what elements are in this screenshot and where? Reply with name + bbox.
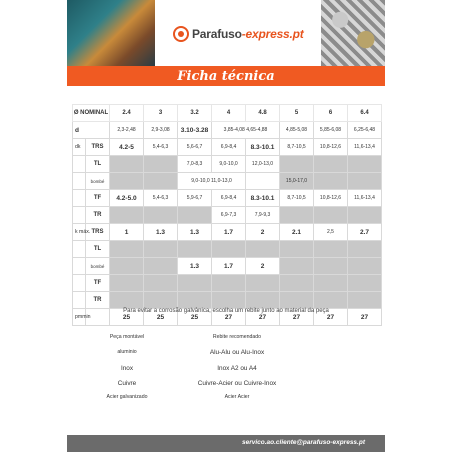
value-cell [110,241,144,258]
value-cell [246,275,280,292]
row-label [73,241,86,258]
value-cell: 5,4-6,3 [144,139,178,156]
spec-row [73,173,382,190]
spec-row [73,275,382,292]
value-cell: 5,4-6,3 [144,190,178,207]
spec-row [73,224,382,241]
value-cell: 27 [280,309,314,326]
row-label [73,207,86,224]
spec-row [73,139,382,156]
row-sublabel: TL [86,156,110,173]
value-cell [280,292,314,309]
value-cell [212,292,246,309]
header-cell: 6 [314,105,348,122]
value-cell: 7,9-9,3 [246,207,280,224]
material-rivet: Alu-Alu ou Alu-Inox [209,349,265,356]
value-cell: 2,3-2,48 [110,122,144,139]
value-cell: 5,6-6,7 [178,139,212,156]
value-cell [348,156,382,173]
material-part: Acier galvanizado [106,394,148,400]
header-cell: 5 [280,105,314,122]
spec-row [73,190,382,207]
value-cell [280,241,314,258]
value-cell: 10,8-12,6 [314,190,348,207]
row-sublabel: TR [86,292,110,309]
value-cell: 1.7 [212,258,246,275]
material-rivet: Acier Acier [224,394,250,400]
value-cell [314,258,348,275]
value-cell: 3,85-4,08 4,65-4,88 [212,122,280,139]
header-cell: 3 [144,105,178,122]
material-part: Inox [120,365,134,372]
row-label [73,173,86,190]
col-rivet-title: Rebite recomendado [212,334,262,340]
row-sublabel: bombé [86,173,110,190]
value-cell [280,207,314,224]
spec-row [73,241,382,258]
value-cell: 1.3 [178,224,212,241]
row-sublabel: TRS [86,224,110,241]
value-cell [314,241,348,258]
value-cell [144,241,178,258]
material-rivet: Inox A2 ou A4 [217,365,257,372]
value-cell: 27 [348,309,382,326]
row-label: dk [73,139,86,156]
value-cell [348,207,382,224]
value-cell [212,241,246,258]
value-cell: 5,9-6,7 [178,190,212,207]
value-cell [212,275,246,292]
value-cell [348,275,382,292]
header-photo-screws [321,0,385,66]
logo-text: Parafuso-express.pt [192,27,304,41]
value-cell [144,207,178,224]
value-cell [314,173,348,190]
spec-row [73,258,382,275]
col-part-title: Peça montável [109,334,145,340]
value-cell: 25 [144,309,178,326]
value-cell: 8,7-10,5 [280,190,314,207]
header-cell: 4 [212,105,246,122]
value-cell: 2,5 [314,224,348,241]
header-cell: 6.4 [348,105,382,122]
row-sublabel: TF [86,275,110,292]
spec-row [73,156,382,173]
value-cell [178,207,212,224]
value-cell: 9,0-10,0 11,0-13,0 [178,173,246,190]
header-cell: 4.8 [246,105,280,122]
datasheet-page [67,0,385,452]
value-cell: 4,85-5,08 [280,122,314,139]
row-label [73,275,86,292]
value-cell [144,275,178,292]
value-cell [246,241,280,258]
value-cell [280,258,314,275]
value-cell: 2 [246,224,280,241]
spec-header-row [73,105,382,122]
value-cell: 2 [246,258,280,275]
value-cell: 9,0-10,0 [212,156,246,173]
row-label [73,292,86,309]
row-label [73,190,86,207]
spec-row [73,207,382,224]
row-label [73,156,86,173]
material-part: Cuivre [117,380,137,387]
spec-row [73,292,382,309]
value-cell [314,156,348,173]
value-cell [246,292,280,309]
row-label: d [73,122,110,139]
value-cell: 6,9-8,4 [212,139,246,156]
value-cell: 1.3 [144,224,178,241]
title-banner [67,66,385,86]
value-cell [178,275,212,292]
value-cell: 7,0-8,3 [178,156,212,173]
row-label: k máx. [73,224,86,241]
corrosion-note: Para evitar a corrosão galvânica, escolha um rebite junto ao material da peça [123,308,329,314]
brand-logo[interactable] [173,26,304,42]
value-cell: 25 [178,309,212,326]
value-cell: 6,9-8,4 [212,190,246,207]
value-cell [348,241,382,258]
value-cell [144,258,178,275]
material-part: aluminio [117,349,137,355]
value-cell: 2.1 [280,224,314,241]
value-cell: 5,85-6,08 [314,122,348,139]
value-cell: 6,9-7,3 [212,207,246,224]
value-cell [348,173,382,190]
header-cell: 3.2 [178,105,212,122]
value-cell: 15,0-17,0 [280,173,314,190]
value-cell: 1 [110,224,144,241]
value-cell: 11,6-13,4 [348,139,382,156]
row-sublabel: bombé [86,258,110,275]
value-cell [280,156,314,173]
value-cell: 12,0-13,0 [246,156,280,173]
value-cell [178,241,212,258]
value-cell [110,173,144,190]
value-cell: 25 [110,309,144,326]
value-cell [110,156,144,173]
spec-row [73,122,382,139]
spec-table [72,104,382,326]
header-photo-tools [67,0,155,66]
row-label [73,258,86,275]
footer-bar [67,435,385,452]
value-cell: 27 [314,309,348,326]
value-cell: 10,8-12,6 [314,139,348,156]
value-cell [314,207,348,224]
value-cell [280,275,314,292]
value-cell: 8,7-10,5 [280,139,314,156]
value-cell [314,292,348,309]
row-sublabel: TL [86,241,110,258]
row-sublabel: TR [86,207,110,224]
header-cell: 2.4 [110,105,144,122]
value-cell: 4.2-5 [110,139,144,156]
logo-mark-icon [173,26,189,42]
value-cell [144,292,178,309]
value-cell [314,275,348,292]
value-cell: 27 [246,309,280,326]
value-cell: 27 [212,309,246,326]
value-cell [246,173,280,190]
row-sublabel: TRS [86,139,110,156]
row-sublabel: TF [86,190,110,207]
value-cell: 2.7 [348,224,382,241]
value-cell [110,292,144,309]
value-cell: 2,9-3,08 [144,122,178,139]
value-cell [110,275,144,292]
value-cell [348,258,382,275]
header-cell: Ø NOMINAL [73,105,110,122]
support-email-link[interactable]: servico.ao.cliente@parafuso-express.pt [241,439,365,446]
material-rivet: Cuivre-Acier ou Cuivre-Inox [197,380,277,387]
page-title: Ficha técnica [177,68,275,84]
value-cell: 4.2-5.0 [110,190,144,207]
value-cell: 1.7 [212,224,246,241]
value-cell: 3.10-3.28 [178,122,212,139]
value-cell: 8.3-10.1 [246,139,280,156]
value-cell [144,156,178,173]
value-cell [144,173,178,190]
value-cell [178,292,212,309]
value-cell [348,292,382,309]
value-cell: 11,6-13,4 [348,190,382,207]
row-label: pmmin [73,309,86,326]
value-cell: 8.3-10.1 [246,190,280,207]
value-cell [110,207,144,224]
value-cell: 6,25-6,48 [348,122,382,139]
value-cell: 1.3 [178,258,212,275]
value-cell [110,258,144,275]
